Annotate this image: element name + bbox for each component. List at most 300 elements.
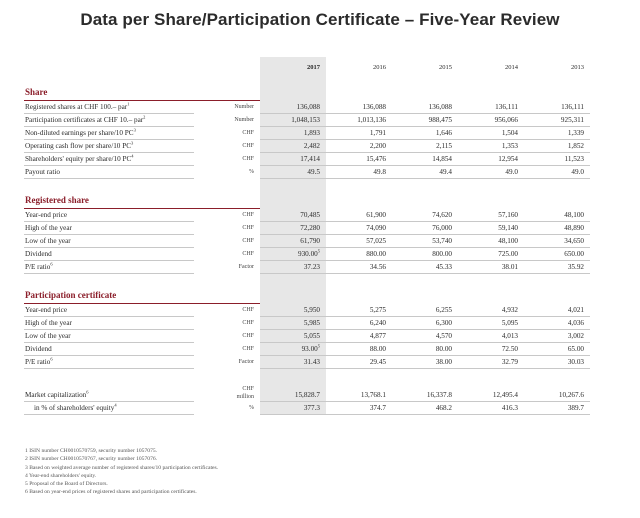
value: 4,013 [501,332,518,340]
row-label-cell [24,330,194,343]
value: 29.45 [369,358,386,366]
value-cell [392,356,458,369]
year-header: 2014 [505,64,518,71]
value-cell [260,248,326,261]
spacer-row [24,369,590,378]
spacer-cell [260,377,326,385]
value-cell [326,261,392,274]
value: 37.23 [303,263,320,271]
value-cell [392,114,458,127]
value: 5,275 [369,305,386,314]
value: 93.00 [301,345,318,353]
value-cell [260,330,326,343]
value: 6,300 [435,319,452,327]
value: 48,890 [564,224,584,232]
value: 136,111 [561,102,584,111]
value-cell: 389.7 [524,401,590,414]
value-cell [260,114,326,127]
row-label-cell [24,101,194,114]
section-header-cell [326,187,392,209]
value: 88.00 [369,345,386,353]
year-header-row [24,57,590,79]
row-label-cell [24,385,194,401]
footnote: 2 ISIN number CH0010570767, security number 1057076. [25,456,158,463]
value-cell [260,222,326,235]
row-label-cell [24,261,194,274]
spacer-cell [392,274,458,283]
value: 14,854 [432,155,452,163]
row-label: Low of the year [25,237,71,245]
row-label: High of the year [25,319,72,327]
row-label-cell [24,248,194,261]
value-cell [260,209,326,222]
section-header-row [24,79,590,101]
value: 45.33 [435,263,452,271]
spacer-cell [392,377,458,385]
value: 72.50 [501,345,518,353]
table-row [24,356,590,369]
spacer-cell [194,179,260,188]
row-label: Low of the year [25,332,71,340]
year-header: 2013 [571,64,584,71]
row-label-cell [24,222,194,235]
table-row [24,209,590,222]
value: 1,353 [501,142,518,150]
value-cell: 15,828.7 [260,385,326,401]
value-cell [524,101,590,114]
value: 800.00 [432,250,452,258]
value-cell [326,222,392,235]
table-row [24,222,590,235]
value: 49.8 [373,168,386,176]
value-cell [458,356,524,369]
spacer-cell [24,377,194,385]
value: 136,088 [428,102,452,111]
row-label: Year-end price [25,306,68,314]
row-label-cell [24,153,194,166]
value: 31.43 [303,358,320,366]
value-cell [260,153,326,166]
spacer-cell [260,369,326,378]
value-cell [524,248,590,261]
spacer-cell [24,369,194,378]
value: 49.0 [571,168,584,176]
table-row [24,235,590,248]
row-label: Dividend [25,345,52,353]
table-row [24,248,590,261]
spacer-cell [326,179,392,188]
review-table-body [24,79,590,414]
value-cell: 374.7 [326,401,392,414]
value-cell [458,330,524,343]
row-label-cell [24,166,194,179]
section-header-row [24,187,590,209]
value: 1,339 [567,129,584,137]
spacer-cell [194,274,260,283]
table-row [24,114,590,127]
value-cell [524,114,590,127]
unit-cell: CHF [242,346,254,352]
footnote: 5 Proposal of the Board of Directors. [25,481,108,488]
spacer-cell [524,369,590,378]
value-cell [392,101,458,114]
value: 4,932 [501,305,518,314]
value: 53,740 [432,237,452,245]
unit-cell: CHF [242,212,254,219]
value: 12,954 [498,155,518,163]
value-cell [524,261,590,274]
value-cell [458,317,524,330]
value-cell [260,127,326,140]
value-cell [458,343,524,356]
value-cell [458,101,524,114]
value: 34,650 [564,237,584,245]
value-cell [458,235,524,248]
spacer-cell [260,179,326,188]
spacer-row [24,377,590,385]
value-cell [392,248,458,261]
unit-cell: CHF [242,307,254,314]
value: 74,620 [432,210,452,219]
spacer-cell [326,377,392,385]
value-cell: 16,337.8 [392,385,458,401]
section-header-cell [326,79,392,101]
section-header-cell [392,282,458,304]
year-header: 2016 [373,64,386,71]
row-label: P/E ratio [25,263,51,271]
value: 61,900 [366,210,386,219]
unit-cell: % [249,169,254,175]
footnote-ref: 5 [317,248,320,254]
footnote-ref: 2 [143,114,146,120]
value-cell [392,209,458,222]
spacer-cell [458,369,524,378]
value-cell [260,140,326,153]
value-cell [458,222,524,235]
value-cell [326,248,392,261]
value-cell [260,343,326,356]
section-header-cell [392,187,458,209]
table-row [24,127,590,140]
section-heading: Registered share [24,187,260,209]
value: 34.56 [369,263,386,271]
value: 49.5 [307,168,320,176]
section-header-cell [392,79,458,101]
value-cell [524,356,590,369]
value: 3,002 [567,332,584,340]
value: 6,255 [435,305,452,314]
unit-cell: % [249,404,254,411]
row-label: Non-diluted earnings per share/10 PC [25,129,134,137]
section-header-cell [260,282,326,304]
value-cell: 10,267.6 [524,385,590,401]
value: 5,055 [303,332,320,340]
row-label: in % of shareholders' equity [34,403,115,412]
value: 956,066 [494,116,518,124]
spacer-cell [524,179,590,188]
section-header-cell [326,282,392,304]
value: 80.00 [435,345,452,353]
value: 11,523 [564,155,584,163]
value: 4,877 [369,332,386,340]
value: 650.00 [564,250,584,258]
value: 930.00 [297,250,318,258]
value: 1,504 [501,129,518,137]
value: 4,570 [435,332,452,340]
year-header: 2017 [260,57,326,79]
value: 61,790 [300,237,320,245]
value: 32.79 [501,358,518,366]
row-label: P/E ratio [25,358,51,366]
row-label: High of the year [25,224,72,232]
footnote-ref: 6 [50,356,53,362]
value-cell [392,343,458,356]
value: 38.01 [501,263,518,271]
value-cell [326,101,392,114]
value: 136,088 [362,102,386,111]
value: 30.03 [567,358,584,366]
value-cell [260,356,326,369]
spacer-cell [194,377,260,385]
footnote-ref: 5 [317,343,320,349]
value: 57,025 [366,237,386,245]
row-label: Shareholders' equity per share/10 PC [25,155,132,163]
value-cell [458,166,524,179]
row-label: Operating cash flow per share/10 PC [25,142,131,150]
row-label-cell [24,343,194,356]
spacer-cell [260,274,326,283]
footnote-ref: 4 [114,402,117,408]
value: 925,311 [560,116,584,124]
section-header-cell [458,282,524,304]
five-year-review-table [24,57,590,415]
value-cell [524,209,590,222]
value: 1,013,136 [357,116,386,124]
value: 4,021 [567,305,584,314]
value: 6,240 [369,319,386,327]
unit-cell: CHF [242,225,254,231]
value-cell [326,114,392,127]
value-cell: 377.3 [260,401,326,414]
value-cell [326,235,392,248]
row-label-cell [24,401,194,414]
row-label-cell [24,209,194,222]
page-title: Data per Share/Participation Certificate – Five-Year Review [80,10,560,29]
spacer-row [24,179,590,188]
value-cell [392,127,458,140]
row-label-cell [24,304,194,317]
equity-pct-row [24,401,590,414]
value: 5,985 [303,319,320,327]
row-label: Dividend [25,250,52,258]
value-cell: 13,768.1 [326,385,392,401]
market-cap-row [24,385,590,401]
value: 72,280 [300,224,320,232]
value-cell [260,261,326,274]
value-cell [326,304,392,317]
value: 76,000 [432,224,452,232]
value-cell [326,330,392,343]
value-cell [392,317,458,330]
value-cell [392,166,458,179]
row-label: Payout ratio [25,168,60,176]
value-cell [524,140,590,153]
value-cell [260,235,326,248]
value: 15,476 [366,155,386,163]
footnote-ref: 4 [131,153,134,159]
spacer-cell [194,369,260,378]
value: 1,048,153 [291,116,320,124]
unit-cell: CHF [242,238,254,244]
value-cell [392,330,458,343]
value-cell [260,304,326,317]
value-cell [392,222,458,235]
value: 988,475 [428,116,452,124]
unit-cell: Factor [238,264,254,270]
footnote-ref: 1 [127,101,130,107]
table-row [24,166,590,179]
section-header-row [24,282,590,304]
spacer-cell [326,369,392,378]
value-cell [458,248,524,261]
unit-cell: CHF [242,130,254,136]
section-header-cell [524,79,590,101]
value-cell [458,209,524,222]
value: 725.00 [498,250,518,258]
section-header-cell [524,282,590,304]
value-cell [326,140,392,153]
value: 1,893 [303,129,320,137]
value-cell [458,140,524,153]
value: 1,852 [567,142,584,150]
value-cell [392,153,458,166]
table-row [24,343,590,356]
table-row [24,101,590,114]
table-row [24,261,590,274]
value-cell [458,304,524,317]
table-row [24,330,590,343]
footnote-ref: 3 [131,140,134,146]
unit-cell: CHF [242,251,254,257]
value-cell [326,127,392,140]
unit-column-header [194,57,260,79]
spacer-cell [458,377,524,385]
row-label-cell [24,140,194,153]
row-label: Year-end price [25,211,68,219]
year-header: 2015 [439,64,452,71]
spacer-cell [392,369,458,378]
value: 48,100 [564,210,584,219]
footnote-ref: 6 [86,389,89,395]
footnote: 3 Based on weighted average number of registered shares/10 participation certificates. [25,464,219,471]
unit-line: CHF [242,386,254,392]
spacer-cell [524,377,590,385]
value: 880.00 [366,250,386,258]
section-header-cell [458,187,524,209]
value-cell: 468.2 [392,401,458,414]
table-row [24,140,590,153]
value: 2,115 [436,142,452,150]
value: 49.4 [439,168,452,176]
footnotes [25,447,585,497]
value: 70,485 [300,210,320,219]
spacer-cell [458,274,524,283]
spacer-cell [24,274,194,283]
section-header-cell [260,187,326,209]
value-cell [326,317,392,330]
table-row [24,317,590,330]
value-cell [326,356,392,369]
spacer-cell [458,179,524,188]
value-cell [524,317,590,330]
value: 65.00 [567,345,584,353]
value: 48,100 [498,237,518,245]
five-year-review-table-container [24,57,590,415]
unit-cell: Factor [238,359,254,365]
value-cell: 12,495.4 [458,385,524,401]
value: 136,088 [296,102,320,111]
value-cell [260,317,326,330]
value: 1,646 [435,129,452,137]
unit-cell: CHF [242,143,254,149]
value-cell [524,330,590,343]
value-cell [392,304,458,317]
value: 2,482 [303,142,320,150]
value-cell [392,261,458,274]
section-header-cell [458,79,524,101]
value-cell [524,222,590,235]
spacer-cell [24,179,194,188]
value-cell [458,153,524,166]
value-cell: 416.3 [458,401,524,414]
table-row [24,153,590,166]
value: 4,036 [567,319,584,327]
spacer-cell [326,274,392,283]
section-header-cell [524,187,590,209]
section-heading: Participation certificate [24,282,260,304]
row-label: Market capitalization [25,390,87,399]
row-label: Registered shares at CHF 100.– par [25,103,128,111]
value-cell [392,235,458,248]
value-cell [524,304,590,317]
row-label-cell [24,235,194,248]
value: 5,095 [501,319,518,327]
value-cell [392,140,458,153]
label-column-header [24,57,194,79]
footnote: 6 Based on year-end prices of registered shares and participation certificates. [25,489,197,496]
footnote-ref: 6 [50,261,53,267]
footnote: 1 ISIN number CH0010570759, security number 1057075. [25,448,158,454]
value-cell [326,343,392,356]
value: 74,090 [366,224,386,232]
unit-cell: CHF [242,320,254,326]
value-cell [458,127,524,140]
unit-cell: Number [234,104,254,111]
value: 2,200 [369,142,386,150]
spacer-cell [392,179,458,188]
value-cell [524,153,590,166]
value: 57,160 [498,210,518,219]
value-cell [458,114,524,127]
table-row [24,304,590,317]
footnote-ref: 3 [133,127,136,133]
value-cell [524,166,590,179]
row-label-cell [24,114,194,127]
value: 136,111 [495,102,518,111]
value-cell [260,166,326,179]
value-cell [326,153,392,166]
value: 38.00 [435,358,452,366]
